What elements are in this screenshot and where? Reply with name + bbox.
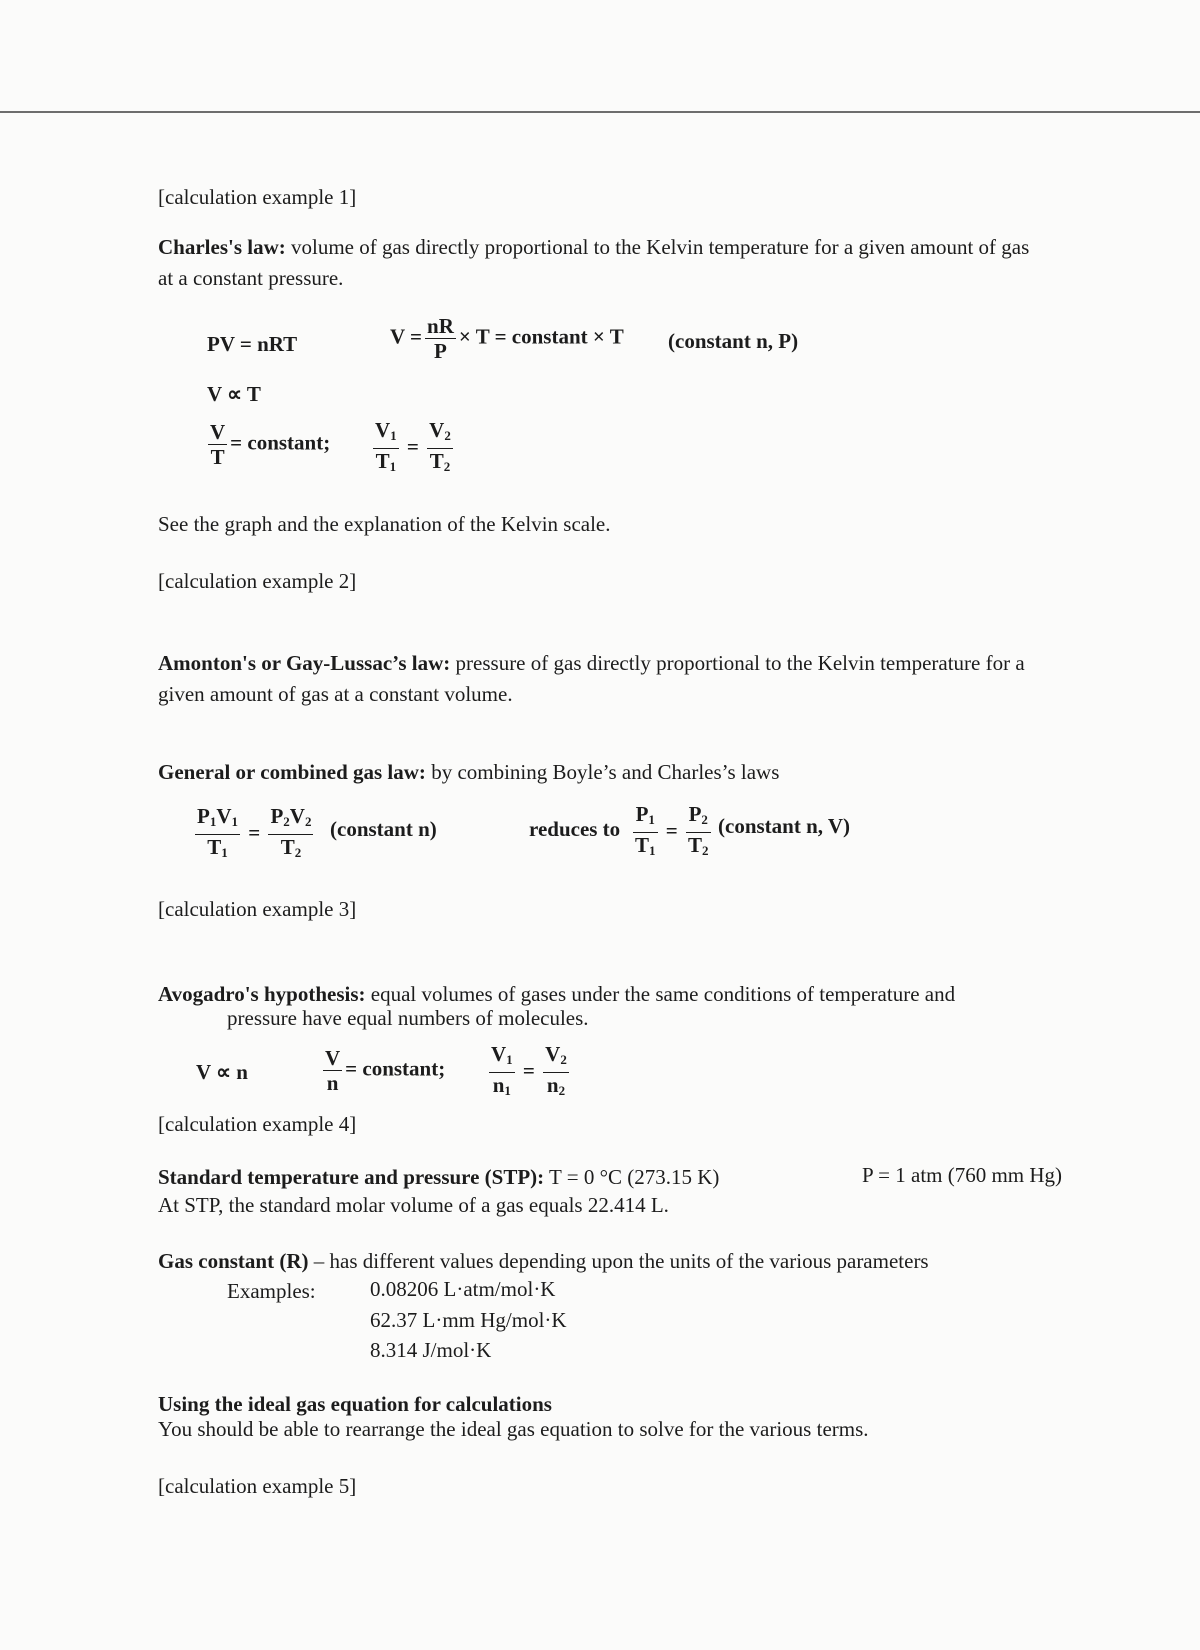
gay-lussac-line1 — [158, 648, 1025, 679]
eq-nr-num: nR — [427, 314, 454, 338]
combined-law-title: General or combined gas law: — [158, 760, 426, 784]
ideal-gas-usage-title: Using the ideal gas equation for calculations — [158, 1392, 552, 1416]
eq-p1v1-over-t1: $\frac{P_1V_1}{T_1}$ — [197, 804, 238, 860]
eq-v1t1-v2t2: $\frac{V_1}{T_1}$ = $\frac{V_2}{T_2}$ — [370, 418, 456, 479]
eq-v-label: V = — [390, 324, 423, 349]
stp-pressure: P = 1 atm (760 mm Hg) — [862, 1163, 1063, 1187]
eq-v2-over-n2: $\frac{V_2}{n_2}$ — [545, 1042, 567, 1098]
calc-example-3-label: [calculation example 3] — [158, 897, 357, 921]
eq-nr-over-p — [425, 314, 456, 363]
combined-law-text: by combining Boyle’s and Charles’s laws — [425, 760, 780, 784]
eq-v1-over-t1: $\frac{V_1}{T_1}$ — [375, 418, 397, 474]
stp-title: Standard temperature and pressure (STP): — [158, 1165, 545, 1189]
gas-constant-value-2: 62.37 L·mm Hg/mol·K — [370, 1308, 567, 1332]
eq-v2-over-t2: $\frac{V_2}{T_2}$ — [429, 418, 451, 474]
eq-v-num-2: V — [325, 1046, 341, 1070]
eq-constant-text-2: = constant; — [345, 1056, 446, 1081]
gas-constant-text: – has different values depending upon the units of the various parameters — [308, 1249, 929, 1273]
eq-charles-condition: (constant n, P) — [668, 329, 799, 353]
gay-lussac-text: pressure of gas directly proportional to the Kelvin temperature for a — [450, 651, 1025, 675]
eq-p1t1-p2t2: $\frac{P_1}{T_1}$ = $\frac{P_2}{T_2}$ — [630, 802, 714, 863]
eq-v-over-t-frac — [208, 420, 227, 469]
eq-v1n1-v2n2: $\frac{V_1}{n_1}$ = $\frac{V_2}{n_2}$ — [486, 1042, 572, 1103]
eq-combined-gas-law: $\frac{P_1V_1}{T_1}$ = $\frac{P_2V_2}{T_2}$ — [192, 804, 316, 865]
eq-p2v2-over-t2: $\frac{P_2V_2}{T_2}$ — [270, 804, 312, 860]
eq-v-rest: × T = constant × T — [458, 324, 624, 349]
ideal-gas-usage-text: You should be able to rearrange the ideal gas equation to solve for the various terms. — [158, 1417, 869, 1441]
top-rule — [0, 111, 1200, 113]
eq-ideal-gas: PV = nRT — [207, 332, 298, 356]
stp-line1 — [158, 1162, 719, 1193]
gas-constant-value-1: 0.08206 L·atm/mol·K — [370, 1277, 556, 1301]
gas-constant-value-3: 8.314 J/mol·K — [370, 1338, 492, 1362]
gay-lussac-line2: given amount of gas at a constant volume. — [158, 682, 513, 706]
calc-example-5-label: [calculation example 5] — [158, 1474, 357, 1498]
graph-note: See the graph and the explanation of the Kelvin scale. — [158, 512, 611, 536]
charles-law-title: Charles's law: — [158, 235, 286, 259]
gas-constant-line — [158, 1246, 929, 1277]
charles-law-line2: at a constant pressure. — [158, 266, 344, 290]
eq-v1-over-n1: $\frac{V_1}{n_1}$ — [491, 1042, 513, 1098]
avogadro-title: Avogadro's hypothesis: — [158, 982, 366, 1006]
gay-lussac-title: Amonton's or Gay-Lussac’s law: — [158, 651, 451, 675]
eq-v-over-n-frac — [323, 1046, 342, 1095]
eq-v-num: V — [210, 420, 226, 444]
calc-example-2-label: [calculation example 2] — [158, 569, 357, 593]
eq-t-den: T — [210, 445, 225, 469]
avogadro-text: equal volumes of gases under the same conditions of temperature and — [365, 982, 956, 1006]
eq-charles-v — [390, 314, 624, 363]
eq-v-prop-t: V ∝ T — [207, 382, 261, 406]
eq-v-prop-n: V ∝ n — [196, 1060, 248, 1084]
eq-reduced-condition: (constant n, V) — [718, 814, 851, 838]
charles-law-text: volume of gas directly proportional to the Kelvin temperature for a given amount of gas — [285, 235, 1030, 259]
charles-law-line1 — [158, 232, 1029, 263]
eq-combined-condition: (constant n) — [330, 817, 437, 841]
avogadro-line2: pressure have equal numbers of molecules. — [227, 1006, 589, 1030]
gas-constant-title: Gas constant (R) — [158, 1249, 309, 1273]
reduces-to-label: reduces to — [529, 817, 621, 841]
eq-p2-over-t2: $\frac{P_2}{T_2}$ — [687, 802, 709, 858]
eq-v-over-t — [205, 420, 330, 469]
eq-v-over-n — [320, 1046, 445, 1095]
eq-nr-den: P — [434, 339, 447, 363]
combined-law-line — [158, 757, 779, 788]
eq-p1-over-t1: $\frac{P_1}{T_1}$ — [635, 802, 656, 858]
eq-n-den: n — [326, 1071, 339, 1095]
stp-temperature: T = 0 °C (273.15 K) — [544, 1165, 720, 1189]
calc-example-1-label: [calculation example 1] — [158, 185, 357, 209]
examples-label: Examples: — [227, 1279, 316, 1303]
eq-constant-text: = constant; — [230, 430, 331, 455]
stp-line2: At STP, the standard molar volume of a gas equals 22.414 L. — [158, 1193, 669, 1217]
calc-example-4-label: [calculation example 4] — [158, 1112, 357, 1136]
